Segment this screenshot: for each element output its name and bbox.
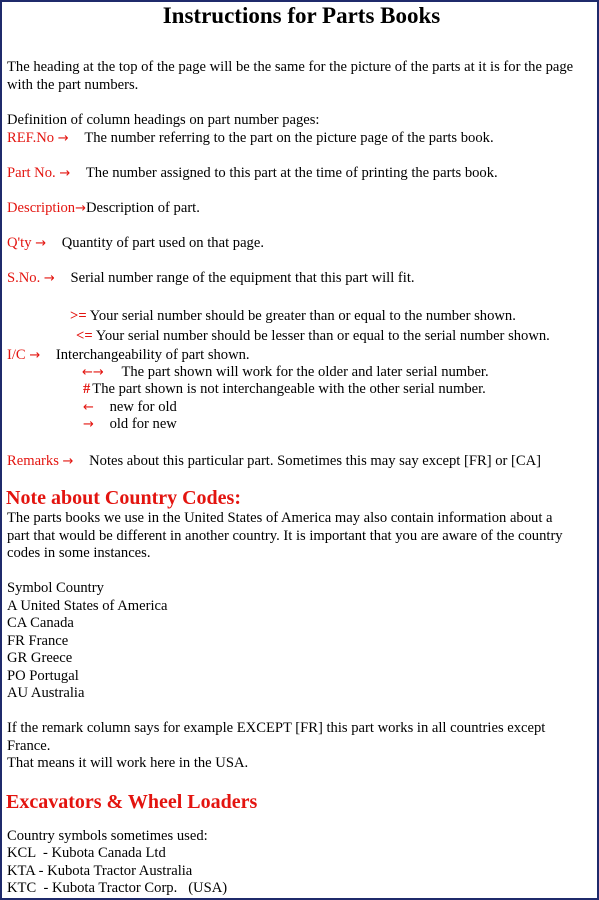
country-example-line: If the remark column says for example EXCEPT [FR] this part works in all countries except <box>7 720 546 736</box>
intro-line-2: with the part numbers. <box>7 77 139 93</box>
ic-symbol-row <box>83 416 177 433</box>
hash-symbol: # <box>83 381 91 397</box>
country-row: AU Australia <box>7 685 85 701</box>
country-row: PO Portugal <box>7 668 79 684</box>
excavators-intro: Country symbols sometimes used: <box>7 828 208 844</box>
definition-text: Serial number range of the equipment that this part will fit. <box>70 270 415 286</box>
ic-symbol-row <box>82 364 489 381</box>
country-example-line: France. <box>7 738 51 754</box>
country-table-header: Symbol Country <box>7 580 104 596</box>
country-codes-heading: Note about Country Codes: <box>6 487 241 509</box>
arrow-right-icon: → <box>62 454 74 469</box>
definition-term: REF.No <box>7 130 55 146</box>
definitions-heading: Definition of column headings on part number pages: <box>7 112 320 128</box>
definition-text: Description of part. <box>86 200 200 216</box>
arrow-right-icon: → <box>43 271 55 286</box>
excavators-heading: Excavators & Wheel Loaders <box>6 791 258 813</box>
ic-symbol-text: The part shown will work for the older and later serial number. <box>121 364 489 380</box>
definition-term: Remarks <box>7 453 59 469</box>
serial-symbol-row <box>70 308 516 325</box>
excavators-item: KTC - Kubota Tractor Corp. (USA) <box>7 880 228 896</box>
country-codes-paragraph-line: part that would be different in another country. It is important that you are aware of the country <box>7 528 563 544</box>
ic-symbol-row <box>83 381 486 398</box>
country-row: FR France <box>7 633 69 649</box>
country-row: CA Canada <box>7 615 74 631</box>
definition-text: Interchangeability of part shown. <box>55 347 250 363</box>
definition-text: Quantity of part used on that page. <box>61 235 264 251</box>
ic-symbol-text: old for new <box>109 416 177 432</box>
definition-remarks <box>7 453 541 470</box>
excavators-item: KTA - Kubota Tractor Australia <box>7 863 193 879</box>
arrow-right-icon: → <box>83 417 94 432</box>
ic-symbol-text: The part shown is not interchangeable with the other serial number. <box>92 381 486 397</box>
definition-text: The number assigned to this part at the time of printing the parts book. <box>85 165 498 181</box>
definition-ic <box>7 347 250 364</box>
definition-sno <box>7 270 415 287</box>
country-codes-paragraph-line: The parts books we use in the United States of America may also contain information about a <box>7 510 553 526</box>
serial-symbol-text: Your serial number should be greater than or equal to the number shown. <box>89 308 516 324</box>
definition-term: Q'ty <box>7 235 32 251</box>
arrow-right-icon: → <box>75 201 86 216</box>
intro-line-1: The heading at the top of the page will be the same for the picture of the parts at it is for the page <box>7 59 574 75</box>
definition-ref-no <box>7 130 494 147</box>
definition-term: Part No. <box>7 165 56 181</box>
definition-term: I/C <box>7 347 26 363</box>
country-row: GR Greece <box>7 650 73 666</box>
definition-text: Notes about this particular part. Sometimes this may say except [FR] or [CA] <box>89 453 542 469</box>
page-title: Instructions for Parts Books <box>162 3 441 28</box>
serial-symbol-row <box>76 328 550 345</box>
greater-equal-symbol: >= <box>70 308 87 324</box>
less-equal-symbol: <= <box>76 328 93 344</box>
excavators-item: KCL - Kubota Canada Ltd <box>7 845 166 861</box>
country-row: A United States of America <box>7 598 168 614</box>
arrow-left-icon: ← <box>83 400 94 415</box>
definition-term: S.No. <box>7 270 41 286</box>
definition-qty <box>7 235 264 252</box>
double-arrow-icon: ←→ <box>82 365 104 380</box>
ic-symbol-row <box>83 399 177 416</box>
definition-description <box>7 200 200 217</box>
country-codes-paragraph-line: codes in some instances. <box>7 545 151 561</box>
country-example-line: That means it will work here in the USA. <box>7 755 249 771</box>
definition-part-no <box>7 165 498 182</box>
arrow-right-icon: → <box>59 166 71 181</box>
serial-symbol-text: Your serial number should be lesser than or equal to the serial number shown. <box>95 328 550 344</box>
ic-symbol-text: new for old <box>109 399 177 415</box>
arrow-right-icon: → <box>57 131 69 146</box>
definition-term: Description <box>7 200 76 216</box>
arrow-right-icon: → <box>35 236 47 251</box>
definition-text: The number referring to the part on the picture page of the parts book. <box>84 130 494 146</box>
arrow-right-icon: → <box>29 348 41 363</box>
